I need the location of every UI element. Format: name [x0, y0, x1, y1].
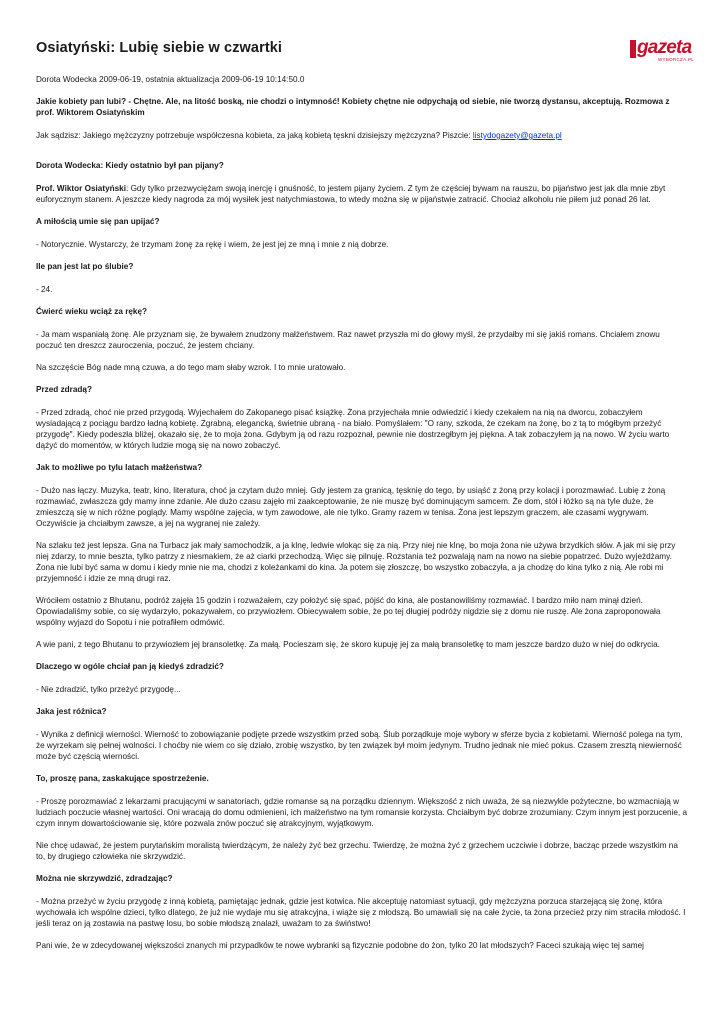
question: Jak to możliwe po tylu latach małżeństwa?: [36, 463, 203, 472]
article-body: [36, 96, 688, 962]
question: Dlaczego w ogóle chciał pan ją kiedyś zdradzić?: [36, 662, 224, 671]
answer: - Proszę porozmawiać z lekarzami pracującymi w sanatoriach, gdzie romanse są na porządku dziennym. Większość z nich uważa, że są niezwykle pożyteczne, bo wzmacniają w ludziach poczucie własnej wartości. Oni wracają do domu odmienieni, ich małżeństwo na tym romansie korzysta. Chciałbym być dobrze zrozumiany. Czym innym jest porzucenie, a czym innym dowartościowanie się, które pozwala znów poczuć się atrakcyjnym, wyjątkowym.: [36, 797, 688, 828]
answer: Na szlaku też jest lepsza. Gna na Turbacz jak mały samochodzik, a ja klnę, ledwie wlokąc się za nią. Przy niej nie klnę, bo moja żona nie używa brzydkich słów. A jak mi się przy niej zdarzy, to mnie beszta, tylko patrzy z niesmakiem, że aż ciarki przechodzą. Więc się pilnuję. Rozstania też pozwalają nam na nowo na siebie popatrzeć. Dużo wyjeżdżamy. Żona nie lubi być sama w domu i kiedy mnie nie ma, chodzi z koleżankami do kina. Ja potem się złoszczę, bo wszystko zobaczyła, a ja chodzę do kina tylko z nią. Ale robi mi przyjemność i idzie ze mną drugi raz.: [36, 541, 676, 583]
answer: - Nie zdradzić, tylko przeżyć przygodę...: [36, 685, 181, 694]
answer: - Notorycznie. Wystarczy, że trzymam żonę za rękę i wiem, że jest jej ze mną i mnie z nią dobrze.: [36, 240, 389, 249]
question: Jaka jest różnica?: [36, 707, 107, 716]
answer: - Ja mam wspaniałą żonę. Ale przyznam się, że bywałem znudzony małżeństwem. Raz nawet przyszła mi do głowy myśl, że przydałby mi się jakiś romans. Chciałem znowu poczuć ten dreszcz zauroczenia, poczuć, że jestem chciany.: [36, 330, 660, 350]
article-lead: Jakie kobiety pan lubi? - Chętne. Ale, na litość boską, nie chodzi o intymność! Kobiety chętne nie odpychają od siebie, nie tworzą dystansu, akceptują. Rozmowa z prof. Wiktorem Osiatyńskim: [36, 97, 670, 117]
question: Ćwierć wieku wciąż za rękę?: [36, 307, 148, 316]
answer: Nie chcę udawać, że jestem purytańskim moralistą twierdzącym, że należy żyć bez grzechu. Twierdzę, że można żyć z grzechem uczciwie i dobrze, bacząc przede wszystkim na to, by drugiego człowieka nie skrzywdzić.: [36, 841, 678, 861]
article-title: Osiatyński: Lubię siebie w czwartki: [36, 40, 283, 56]
question: Dorota Wodecka: Kiedy ostatnio był pan pijany?: [36, 161, 224, 170]
answer: [36, 183, 688, 205]
article-meta: Dorota Wodecka 2009-06-19, ostatnia aktualizacja 2009-06-19 10:14:50.0: [36, 75, 305, 84]
answer-text: : Gdy tylko przezwyciężam swoją inercję i gnuśność, to jestem pijany życiem. Z tym że częściej bywam na rauszu, bo pijaństwo jest jak dla mnie zbyt euforycznym stanem. A jeszcze kiedy nagroda za mój wysiłek jest natychmiastowa, to wtedy można się w pijaństwie zatracić. Chociaż alkoholu nie piłem już ponad 26 lat.: [36, 184, 666, 204]
email-link[interactable]: listydogazety@gazeta.pl: [472, 131, 562, 140]
answer: - Dużo nas łączy. Muzyka, teatr, kino, literatura, choć ja czytam dużo mniej. Gdy jestem za granicą, tęsknię do tego, by usiąść z żoną przy kolacji i porozmawiać. Lubię z żoną rozmawiać, zwłaszcza gdy mamy inne zdanie. Ale dużo czasu zajęło mi zaakceptowanie, że nie muszę być dominującym samcem. Że dom, stół i łóżko są na tyle duże, że zmieszczą się w nich różne poglądy. Mamy wspólne zajęcia, w tym zawodowe, ale nie tylko. Gramy razem w tenisa. Żona jest lepszym graczem, ale czasami wygrywam. Oczywiście ja chciałbym zawsze, a jej na wygranej nie zależy.: [36, 486, 666, 528]
speaker-name: Prof. Wiktor Osiatyński: [36, 184, 127, 193]
logo-subtext: WYBORCZA.PL: [658, 57, 695, 62]
answer: Na szczęście Bóg nade mną czuwa, a do tego mam słaby wzrok. I to mnie uratowało.: [36, 363, 346, 372]
question: A miłością umie się pan upijać?: [36, 217, 160, 226]
gazeta-logo: [630, 37, 695, 64]
answer: Wróciłem ostatnio z Bhutanu, podróż zajęła 15 godzin i rozważałem, czy położyć się spać, pójść do kina, ale postanowiliśmy rozmawiać. I bardzo miło nam minął dzień. Opowiadaliśmy sobie, co się wydarzyło, pokazywałem, co przywiozłem. Obiecywałem sobie, że po tej długiej podróży nigdzie się z domu nie ruszę. Ale żona zaproponowała wspólny wyjazd do Sopotu i nie potrafiłem odmówić.: [36, 596, 661, 627]
question: Przed zdradą?: [36, 385, 92, 394]
answer: - 24.: [36, 285, 53, 294]
answer: A wie pani, z tego Bhutanu to przywiozłem jej bransoletkę. Za małą. Pocieszam się, że skoro kupuję jej za małą bransoletkę to mam jeszcze bardzo dużo w niej do odkrycia.: [36, 640, 660, 649]
answer: - Wynika z definicji wierności. Wierność to zobowiązanie podjęte przede wszystkim przed sobą. Ślub porządkuje moje wybory w sferze bycia z kobietami. Wierność polega na tym, że wyrzekam się pełnej wolności. I choćby nie wiem co się działo, zrobię wszystko, by ten związek był moim jedynym. Trudno jednak nie mieć pokus. Czasem zresztą niewierność może być częścią wierności.: [36, 730, 683, 761]
answer: - Można przeżyć w życiu przygodę z inną kobietą, pamiętając jednak, gdzie jest kotwica. Nie akceptuję natomiast sytuacji, gdy mężczyzna porzuca starzejącą się żonę, która wychowała ich wspólne dzieci, tylko dlatego, że już nie wydaje mu się atrakcyjna, i wiąże się z młodszą. Bo umawiali się na całe życie, ta żona przecież przy nim straciła młodość. I jeśli teraz on ją zostawia na pastwę losu, bo sobie młodszą znalazł, uważam to za świństwo!: [36, 897, 686, 928]
logo-bar-icon: [630, 40, 636, 58]
question: Można nie skrzywdzić, zdradzając?: [36, 874, 173, 883]
question: To, proszę pana, zaskakujące spostrzeżenie.: [36, 774, 209, 783]
answer: - Przed zdradą, choć nie przed przygodą. Wyjechałem do Zakopanego pisać książkę. Żona przyjechała mnie odwiedzić i kiedy czekałem na nią na dworcu, zobaczyłem wysiadającą z pociągu bardzo ładną kobietę. Zgrabną, elegancką, świetnie ubraną - na biało. Pomyślałem: "O rany, szkoda, że czekam na żonę, bo z tą to mógłbym przeżyć przygodę". Kiedy podeszła bliżej, okazało się, że to moja żona. Gdybym ją od razu rozpoznał, pewnie nie dostrzegłbym jej piękna. A tak zobaczyłem ją na nowo. W życiu warto dążyć do momentów, w których ludzie mogą się na nowo zobaczyć.: [36, 408, 670, 450]
question: Ile pan jest lat po ślubie?: [36, 262, 134, 271]
reader-prompt-text: Jak sądzisz: Jakiego mężczyzny potrzebuje współczesna kobieta, za jaką kobietą tęskni dzisiejszy mężczyzna? Piszcie:: [36, 131, 473, 140]
answer: Pani wie, że w zdecydowanej większości znanych mi przypadków te nowe wybranki są fizycznie podobne do żon, tylko 20 lat młodszych? Faceci szukają więc tej samej: [36, 941, 644, 950]
reader-prompt: [36, 130, 688, 141]
logo-wordmark: gazeta: [637, 37, 692, 58]
